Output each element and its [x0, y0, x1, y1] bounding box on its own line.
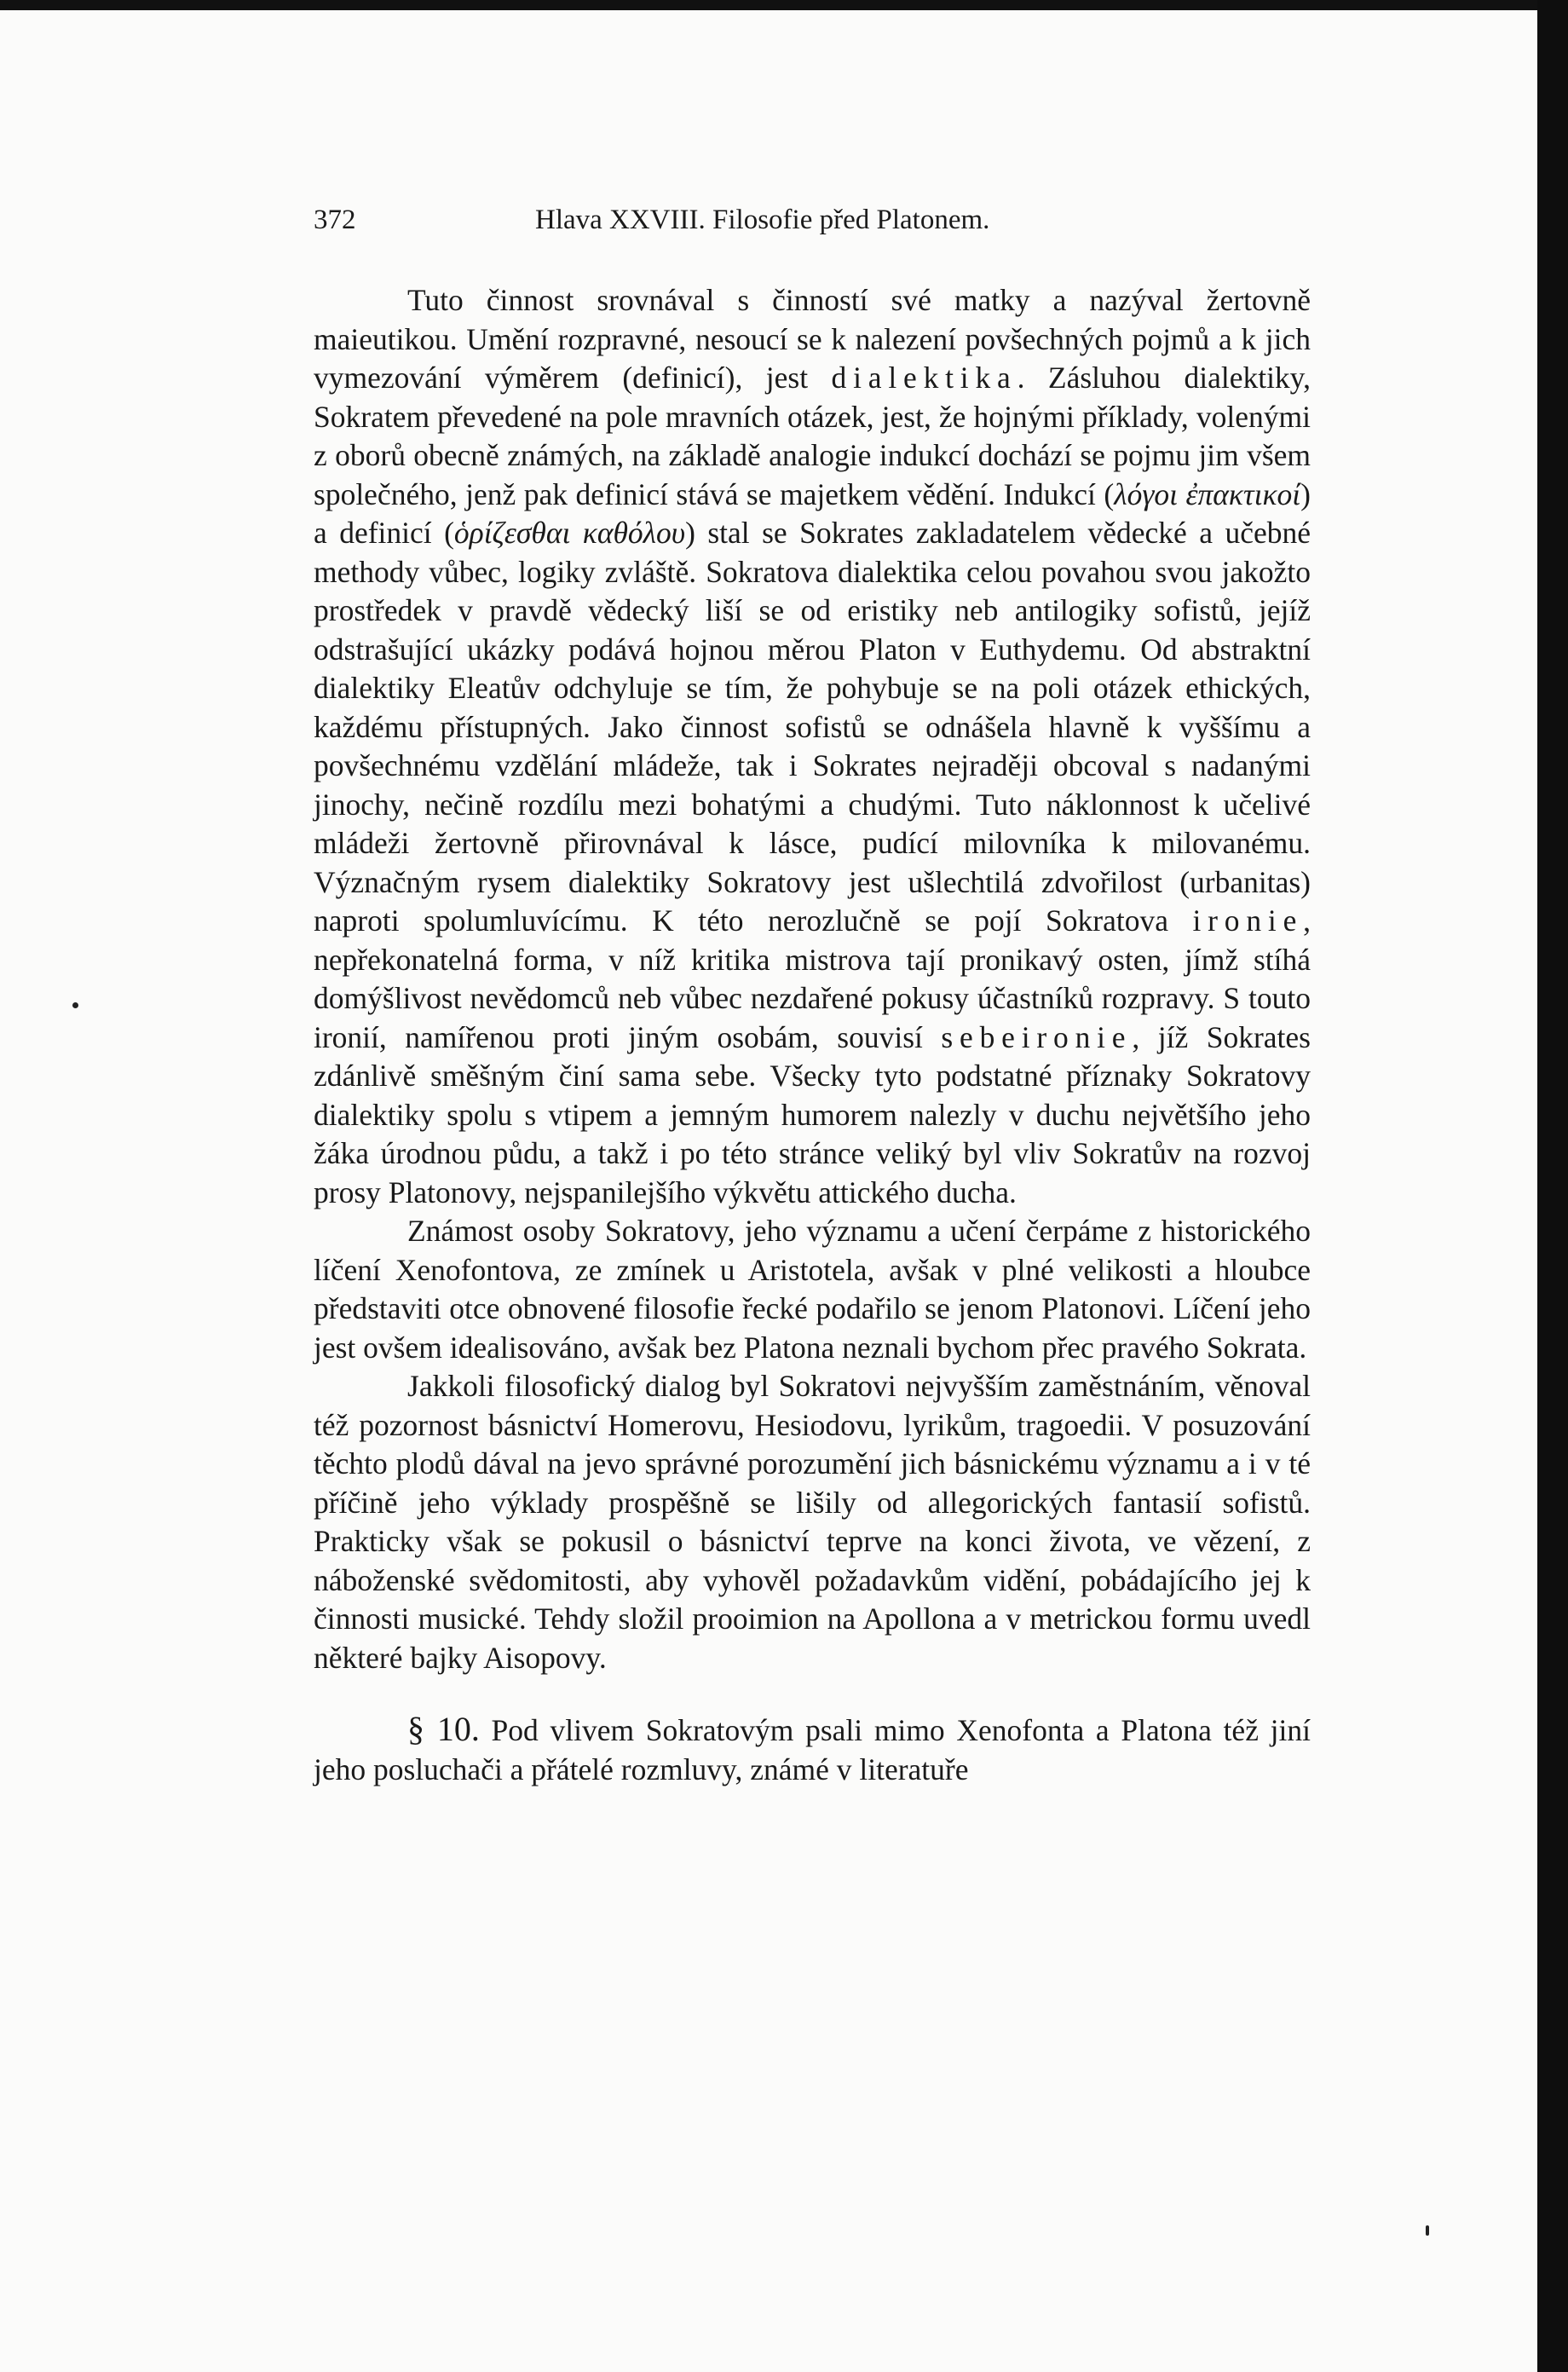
text-segment: ) stal se Sokrates zakladatelem vědecké a učebné methody vůbec, logiky zvláště. Sokratova dialektika celou povahou svou jakožto prostředek v pravdě vědecký liší se od eristiky neb antilogiky sofistů, jejíž odstrašující ukázky podává hojnou měrou Platon v Euthydemu. Od abstraktní dialektiky Eleatův odchyluje se tím, že pohybuje se na poli otázek ethických, každému přístupných. Jako činnost sofistů se odnášela hlavně k vyššímu a povšechnému vzdělání mládeže, tak i Sokrates nejraději obcoval s nadanými jinochy, nečině rozdílu mezi bohatými a chudými. Tuto náklonnost k učelivé mládeži žertovně přirovnával k lásce, pudící milovníka k milovanému. Význačným rysem dialektiky Sokratovy jest ušlechtilá zdvořilost (urbanitas) naproti spolumluvícímu. K této nerozlučně se pojí Sokratova — [314, 516, 1311, 938]
spaced-term-sebeironie: sebeironie — [941, 1019, 1133, 1054]
paragraph-1 — [314, 281, 1311, 1212]
text-segment: , nepřekonatelná forma, v níž kritika mistrova tají pronikavý osten, jímž stíhá domýšlivost nevědomců neb vůbec nezdařené pokusy účastníků rozpravy. S touto ironií, namířenou proti jiným osobám, souvisí — [314, 903, 1311, 1054]
paragraph-2: Známost osoby Sokratovy, jeho významu a učení čerpáme z historického líčení Xenofontova, ze zmínek u Aristotela, avšak v plné velikosti a hloubce představiti otce obnovené filosofie řecké podařilo se jenom Platonovi. Líčení jeho jest ovšem idealisováno, avšak bez Platona neznali bychom přec pravého Sokrata. — [314, 1214, 1311, 1365]
scan-speck — [72, 1002, 78, 1008]
spaced-term-ironie: ironie — [1192, 903, 1304, 938]
paragraph-3: Jakkoli filosofický dialog byl Sokratovi nejvyšším zaměstnáním, věnoval též pozornost básnictví Homerovu, Hesiodovu, lyrikům, tragoedii. V posuzování těchto plodů dával na jevo správné porozumění jich básnickému významu a i v té příčině jeho výklady prospěšně se lišily od allegorických fantasií sofistů. Prakticky však se pokusil o básnictví teprve na konci života, ve vězení, z náboženské svědomitosti, aby vyhověl požadavkům vidění, pobádajícího jej k činnosti musické. Tehdy složil prooimion na Apollona a v metrickou formu uvedl některé bajky Aisopovy. — [314, 1369, 1311, 1675]
page-number: 372 — [314, 205, 356, 235]
scan-speck — [1426, 2225, 1429, 2236]
body-text — [314, 281, 1311, 1789]
greek-term-logoi-epaktikoi: λόγοι ἐπακτικοί — [1114, 476, 1301, 511]
paragraph-4-section-10 — [314, 1710, 1311, 1789]
section-heading: § 10. — [407, 1710, 480, 1748]
greek-term-horizesthai-katholou: ὁρίζεσθαι καθόλου — [453, 516, 686, 550]
scan-border-right — [1537, 0, 1568, 2372]
text-segment: . Zásluhou dialektiky, Sokratem převedené na pole mravních otázek, jest, že hojnými příklady, volenými z oborů obecně známých, na základě analogie indukcí dochází se pojmu jim všem společného, jenž pak definicí stává se majetkem vědění. Indukcí ( — [314, 361, 1311, 511]
text-segment: ) a definicí ( — [314, 476, 1311, 550]
text-segment: Tuto činnost srovnával s činností své matky a nazýval žertovně maieutikou. Umění rozpravné, nesoucí se k nalezení povšechných pojmů a k jich vymezování výměrem (definicí), jest — [314, 283, 1311, 395]
spaced-term-dialektika: dialektika — [831, 361, 1017, 395]
scan-border-top — [0, 0, 1568, 10]
text-segment: , jíž Sokrates zdánlivě směšným činí sama sebe. Všecky tyto podstatné příznaky Sokratovy dialektiky spolu s vtipem a jemným humorem nalezly v duchu největšího jeho žáka úrodnou půdu, a takž i po této stránce veliký byl vliv Sokratův na rozvoj prosy Platonovy, nejspanilejšího výkvětu attického ducha. — [314, 1019, 1311, 1209]
text-segment: Pod vlivem Sokratovým psali mimo Xenofonta a Platona též jiní jeho posluchači a přátelé rozmluvy, známé v literatuře — [314, 1713, 1311, 1786]
running-title: Hlava XXVIII. Filosofie před Platonem. — [535, 205, 990, 235]
page-header — [314, 194, 1311, 245]
